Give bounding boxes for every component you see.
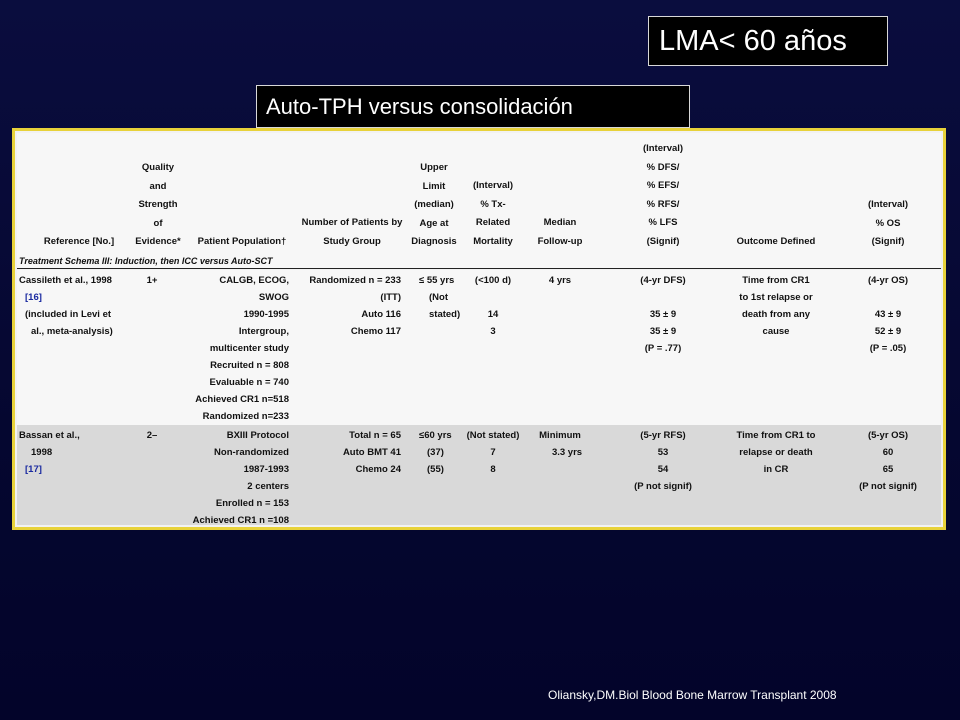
header-patients: Number of Patients by Study Group: [301, 217, 403, 247]
header-outcome: Outcome Defined: [736, 236, 816, 247]
cell-population: CALGB, ECOG, SWOG 1990-1995 Intergroup, multicenter study Recruited n = 808 Evaluable n = 740 Achieved CR1 n=518 Randomized n=233: [195, 275, 289, 422]
cell-followup: 4 yrs: [548, 275, 572, 286]
table-row: [17, 270, 941, 426]
slide-title: LMA< 60 años: [648, 16, 888, 66]
cell-patients: Total n = 65 Auto BMT 41 Chemo 24: [342, 430, 401, 475]
reference-link[interactable]: [16]: [25, 292, 42, 303]
cell-population: BXIII Protocol Non-randomized 1987-1993 2 centers Enrolled n = 153 Achieved CR1 n =108: [192, 430, 289, 526]
slide-subtitle: Auto-TPH versus consolidación: [256, 85, 690, 128]
cell-quality: 1+: [146, 275, 158, 286]
cell-dfs: (5-yr RFS) 53 54 (P not signif): [634, 430, 692, 492]
cell-age: ≤60 yrs (37) (55): [419, 430, 452, 475]
header-age: Upper Limit (median) Age at Diagnosis: [411, 162, 457, 247]
header-quality: Quality and Strength of Evidence*: [135, 162, 181, 247]
header-os: (Interval) % OS (Signif): [867, 199, 909, 247]
cell-mortality: (Not stated) 7 8: [466, 430, 520, 475]
header-mortality: (Interval) % Tx- Related Mortality: [472, 180, 514, 247]
cell-age: ≤ 55 yrs (Not stated): [419, 275, 461, 320]
cell-reference: Cassileth et al., 1998 [16] (included in Levi et al., meta-analysis): [19, 275, 113, 337]
cell-os: (4-yr OS) 43 ± 9 52 ± 9 (P = .05): [867, 275, 909, 354]
cell-followup: Minimum 3.3 yrs: [539, 430, 583, 458]
cell-reference: Bassan et al., 1998 [17]: [19, 427, 80, 478]
cell-dfs: (4-yr DFS) 35 ± 9 35 ± 9 (P = .77): [640, 275, 686, 354]
header-population: Patient Population†: [197, 236, 287, 247]
table-row: [17, 425, 941, 525]
cell-mortality: (<100 d) 14 3: [474, 275, 512, 337]
citation: Oliansky,DM.Biol Blood Bone Marrow Transplant 2008: [548, 688, 837, 702]
cell-os: (5-yr OS) 60 65 (P not signif): [859, 430, 917, 492]
reference-link[interactable]: [17]: [25, 464, 42, 475]
cell-outcome: Time from CR1 to relapse or death in CR: [736, 430, 816, 475]
header-dfs: (Interval) % DFS/ % EFS/ % RFS/ % LFS (Signif): [642, 143, 684, 247]
evidence-table: [12, 128, 946, 530]
cell-quality: 2–: [146, 430, 158, 441]
header-followup: Median Follow-up: [537, 217, 583, 247]
schema-label: Treatment Schema III: Induction, then ICC versus Auto-SCT: [17, 253, 941, 269]
table-header: [17, 133, 941, 254]
cell-outcome: Time from CR1 to 1st relapse or death from any cause: [739, 275, 813, 337]
header-reference: Reference [No.]: [43, 236, 115, 247]
cell-patients: Randomized n = 233 (ITT) Auto 116 Chemo 117: [309, 275, 401, 337]
